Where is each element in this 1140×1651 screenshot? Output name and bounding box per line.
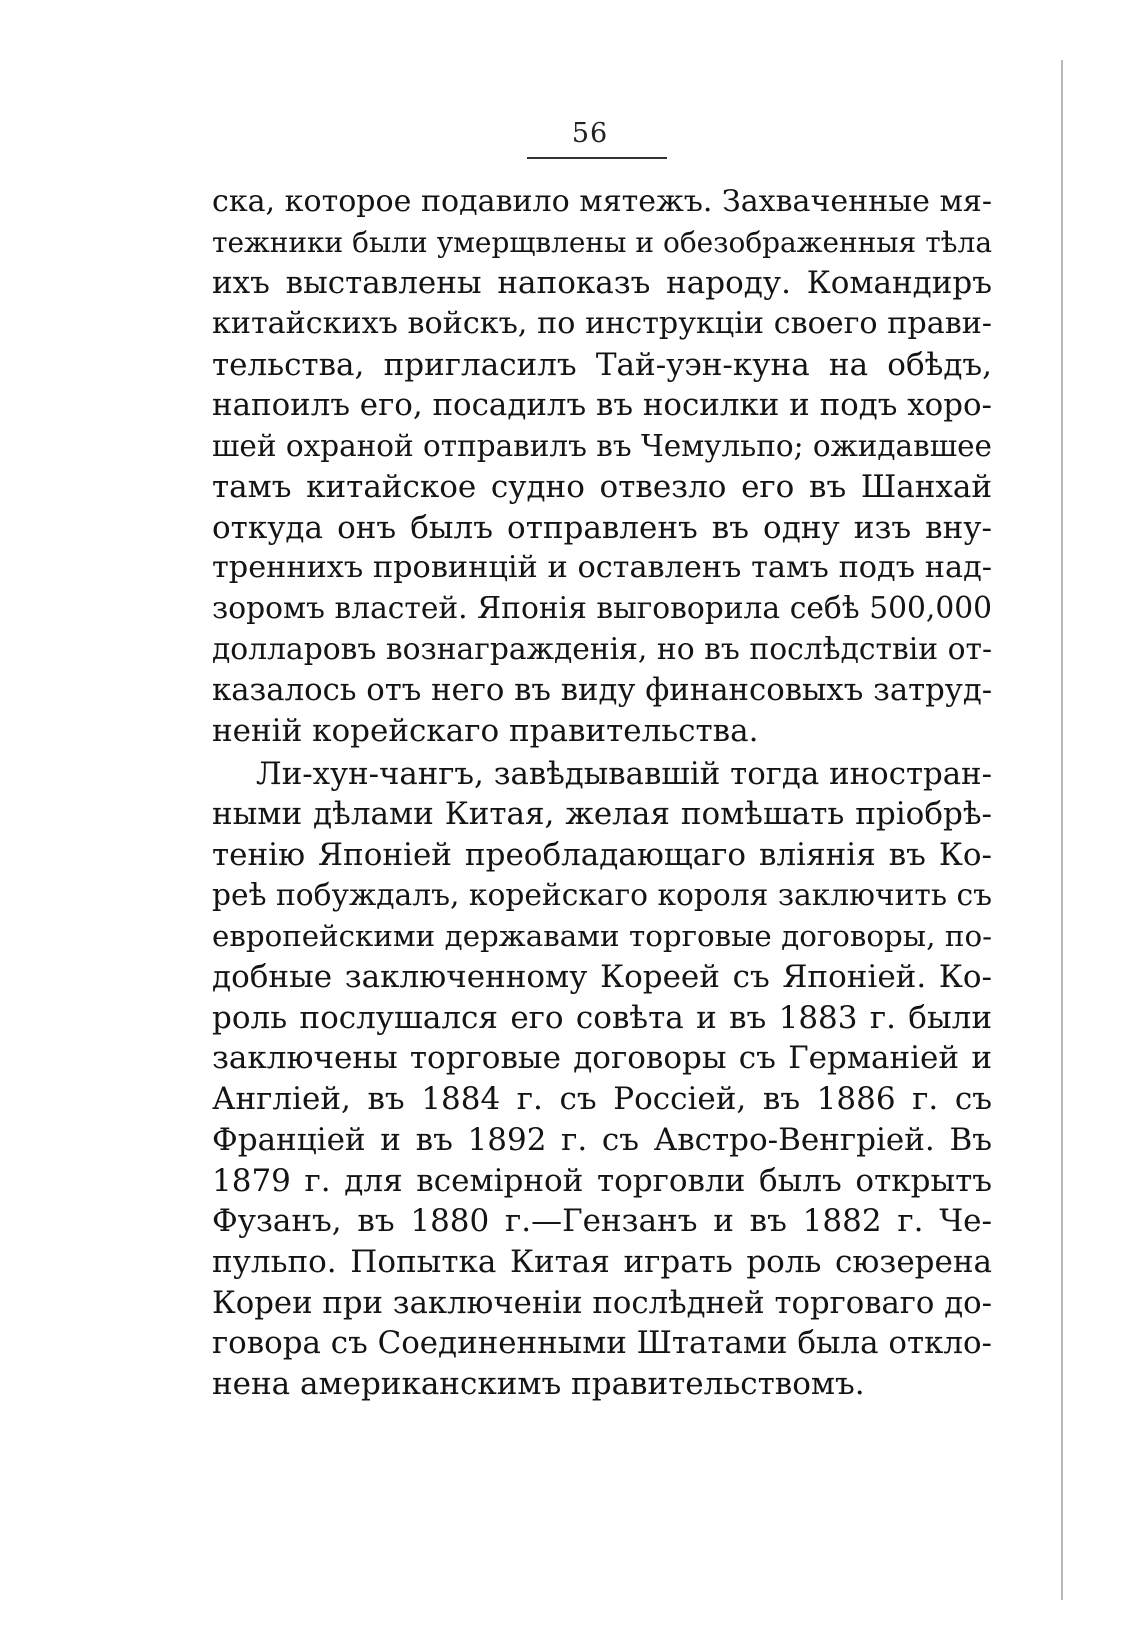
text-line: ихъ выставлены напоказъ народу. Командиръ — [212, 265, 992, 302]
text-line: тамъ китайское судно отвезло его въ Шанхай — [212, 468, 992, 505]
text-line: китайскихъ войскъ, по инструкціи своего прави- — [212, 306, 992, 342]
paragraph-2 — [212, 754, 992, 1405]
text-line: пульпо. Попытка Китая играть роль сюзерена — [212, 1243, 992, 1280]
text-line: заключены торговые договоры съ Германіей и — [212, 1040, 992, 1077]
text-line: шей охраной отправилъ въ Чемульпо; ожидавшее — [212, 429, 992, 464]
text-line: напоилъ его, посадилъ въ носилки и подъ хоро- — [212, 387, 992, 424]
text-line: Франціей и въ 1892 г. съ Австро-Венгріей. Въ — [212, 1121, 992, 1158]
text-line: Кореи при заключеніи послѣдней торговаго до- — [212, 1284, 992, 1321]
text-line: Фузанъ, въ 1880 г.—Гензанъ и въ 1882 г. Че- — [212, 1203, 992, 1240]
text-line: зоромъ властей. Японія выговорила себѣ 500,000 — [212, 590, 992, 626]
page-edge-line — [1061, 60, 1063, 1600]
text-line: 1879 г. для всемірной торговли былъ открытъ — [212, 1162, 992, 1199]
text-line: реѣ побуждалъ, корейскаго короля заключить съ — [212, 877, 992, 913]
body-text — [212, 182, 992, 1405]
text-line: неній корейскаго правительства. — [212, 712, 759, 749]
text-line: европейскими державами торговые договоры, по- — [212, 919, 992, 954]
text-line: добные заключенному Кореей съ Японіей. Ко- — [212, 959, 992, 996]
paragraph-1 — [212, 182, 992, 752]
text-line: роль послушался его совѣта и въ 1883 г. были — [212, 999, 992, 1036]
text-line: долларовъ вознагражденія, но въ послѣдствіи от- — [212, 631, 992, 667]
text-line: нена американскимъ правительствомъ. — [212, 1365, 865, 1402]
text-line: казалось отъ него въ виду финансовыхъ затруд- — [212, 672, 993, 709]
text-line: тенію Японіей преобладающаго вліянія въ Ко- — [212, 837, 992, 873]
text-line: говора съ Соединенными Штатами была откло- — [212, 1325, 992, 1362]
text-line: тельства, пригласилъ Тай-уэн-куна на обѣдъ, — [212, 346, 992, 383]
text-line: откуда онъ былъ отправленъ въ одну изъ вну- — [212, 509, 992, 546]
text-line: ными дѣлами Китая, желая помѣшать пріобрѣ- — [212, 796, 992, 833]
text-line: ска, которое подавило мятежъ. Захваченные мя- — [212, 184, 992, 219]
page-number: 56 — [571, 118, 609, 149]
text-line: Ли-хун-чангъ, завѣдывавшій тогда иностран- — [256, 755, 992, 792]
page-number-rule — [527, 157, 667, 159]
text-line: Англіей, въ 1884 г. съ Россіей, въ 1886 г. съ — [212, 1081, 992, 1118]
text-line: треннихъ провинцій и оставленъ тамъ подъ над- — [212, 550, 992, 586]
text-line: тежники были умерщвлены и обезображенныя тѣла — [212, 225, 992, 259]
